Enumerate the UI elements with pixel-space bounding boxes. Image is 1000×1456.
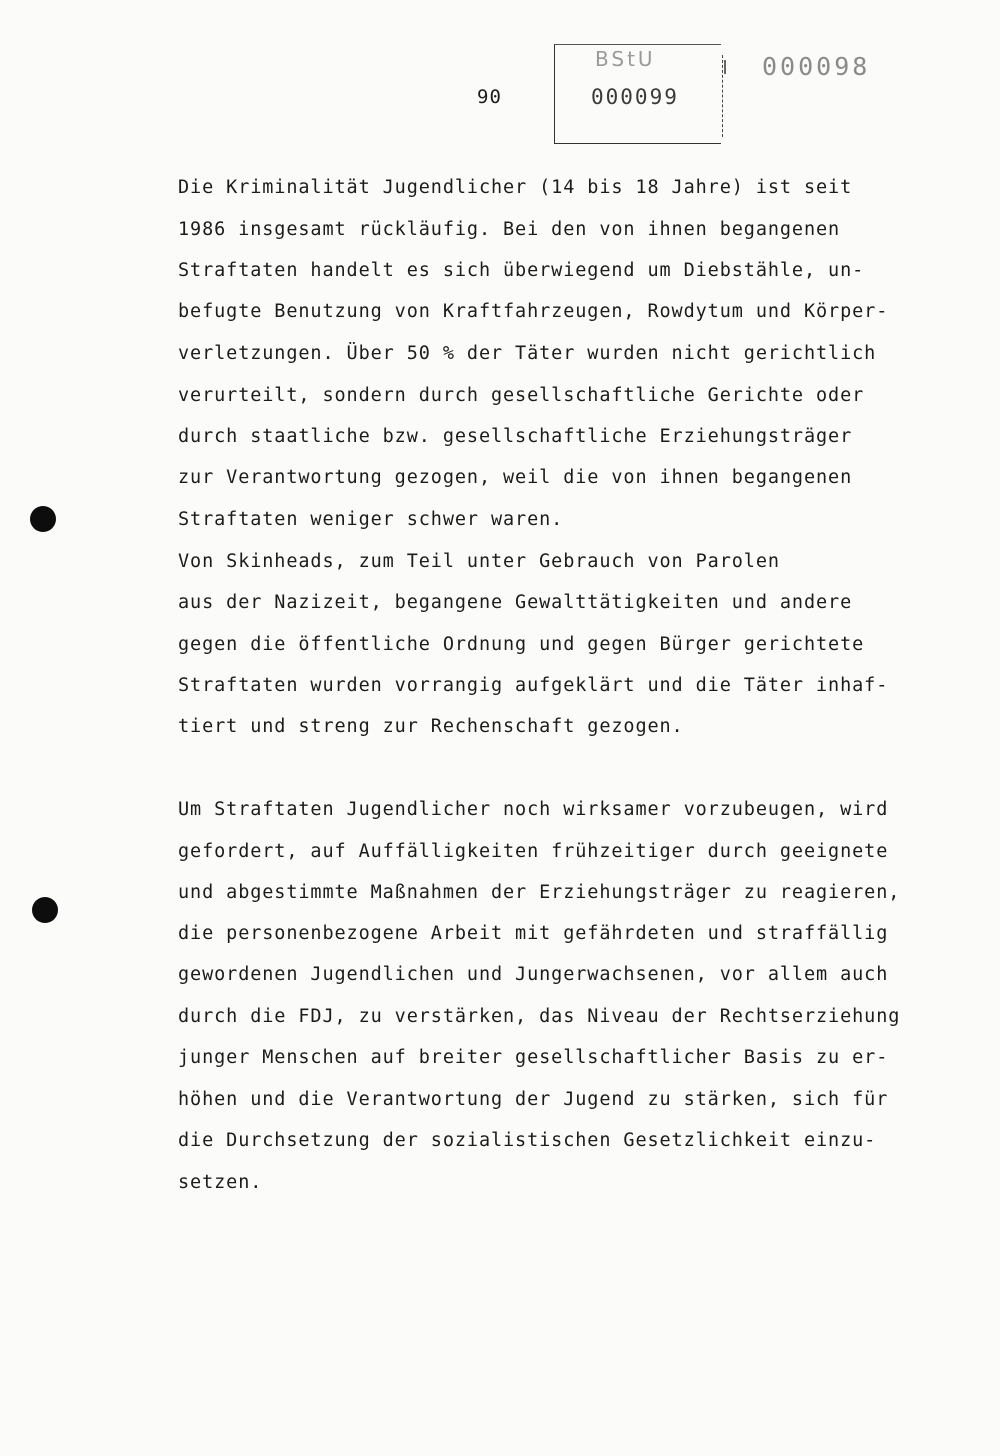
text-line: junger Menschen auf breiter gesellschaftlicher Basis zu er- — [178, 1047, 889, 1068]
text-line: Straftaten wurden vorrangig aufgeklärt und die Täter inhaf- — [178, 675, 889, 696]
text-line: gefordert, auf Auffälligkeiten frühzeitiger durch geeignete — [178, 841, 889, 862]
text-line: Straftaten weniger schwer waren. — [178, 509, 564, 530]
text-line: Von Skinheads, zum Teil unter Gebrauch von Parolen — [178, 551, 780, 572]
punch-hole-bottom — [32, 897, 58, 923]
text-line: die personenbezogene Arbeit mit gefährdeten und straffällig — [178, 923, 889, 944]
text-line: tiert und streng zur Rechenschaft gezogen. — [178, 716, 684, 737]
text-line: Um Straftaten Jugendlicher noch wirksamer vorzubeugen, wird — [178, 799, 889, 820]
stamp-number: 000099 — [591, 85, 679, 109]
stamp-tick — [724, 60, 726, 74]
text-line: gegen die öffentliche Ordnung und gegen Bürger gerichtete — [178, 634, 865, 655]
text-line: gewordenen Jugendlichen und Jungerwachsenen, vor allem auch — [178, 964, 889, 985]
text-line: zur Verantwortung gezogen, weil die von ihnen begangenen — [178, 467, 853, 488]
text-line: 1986 insgesamt rückläufig. Bei den von ihnen begangenen — [178, 219, 841, 240]
text-line: verletzungen. Über 50 % der Täter wurden nicht gerichtlich — [178, 343, 877, 364]
text-line: die Durchsetzung der sozialistischen Gesetzlichkeit einzu- — [178, 1130, 877, 1151]
text-line: befugte Benutzung von Kraftfahrzeugen, Rowdytum und Körper- — [178, 301, 889, 322]
text-line: durch staatliche bzw. gesellschaftliche Erziehungsträger — [178, 426, 853, 447]
text-line: verurteilt, sondern durch gesellschaftliche Gerichte oder — [178, 385, 865, 406]
text-line: durch die FDJ, zu verstärken, das Niveau der Rechtserziehung — [178, 1006, 901, 1027]
archive-stamp — [554, 44, 721, 144]
text-line: Straftaten handelt es sich überwiegend um Diebstähle, un- — [178, 260, 865, 281]
text-line: setzen. — [178, 1172, 263, 1193]
punch-hole-top — [30, 506, 56, 532]
text-line: höhen und die Verantwortung der Jugend zu stärken, sich für — [178, 1089, 889, 1110]
page-number: 90 — [477, 86, 502, 108]
text-line: aus der Nazizeit, begangene Gewalttätigkeiten und andere — [178, 592, 853, 613]
text-line: und abgestimmte Maßnahmen der Erziehungsträger zu reagieren, — [178, 882, 901, 903]
archive-number: 000098 — [762, 52, 871, 81]
stamp-label: BStU — [595, 47, 656, 71]
text-line: Die Kriminalität Jugendlicher (14 bis 18 Jahre) ist seit — [178, 177, 853, 198]
